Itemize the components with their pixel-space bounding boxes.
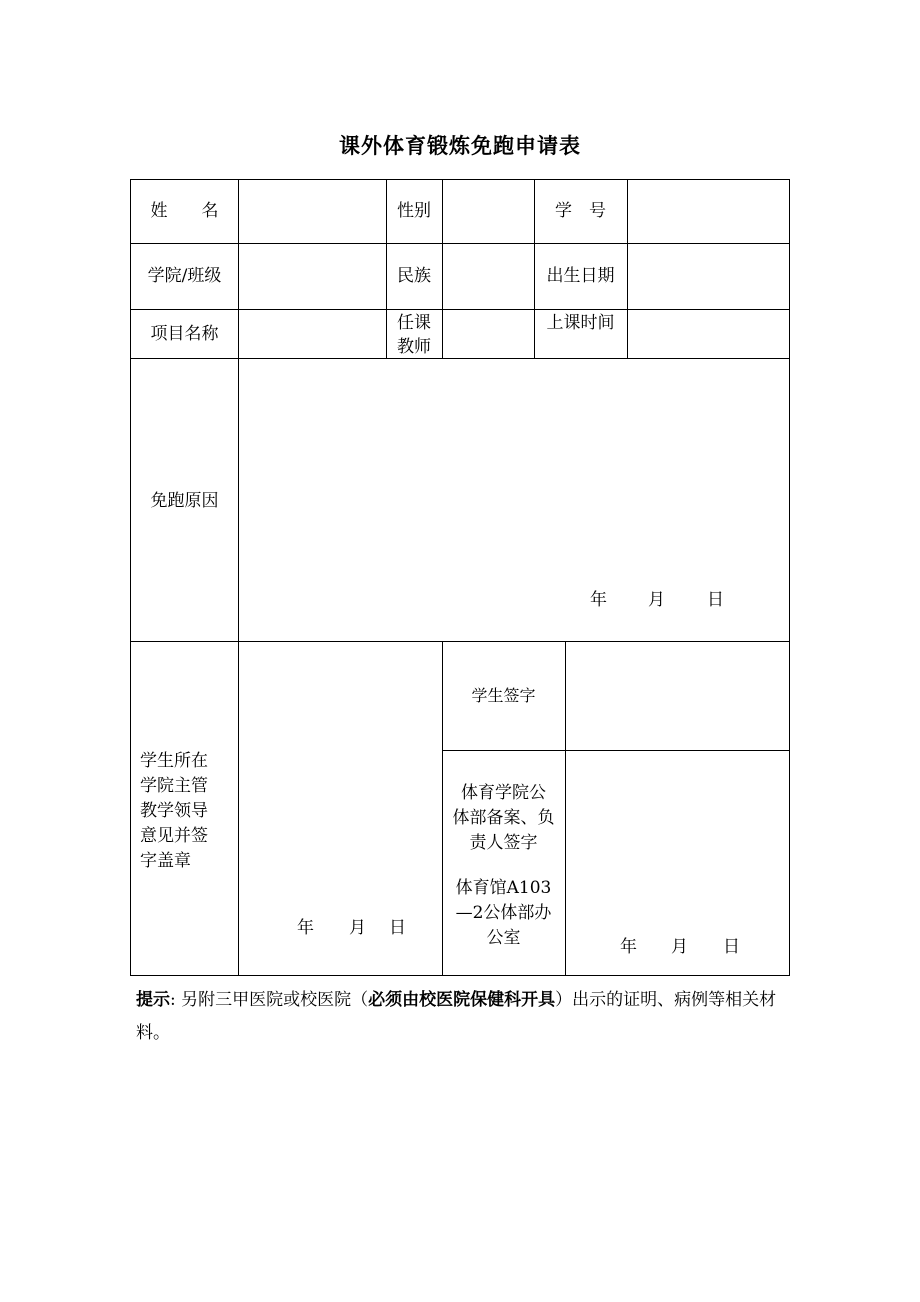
class-time-label: 上课时间 <box>546 313 615 333</box>
row-divider <box>131 358 789 359</box>
reason-label: 免跑原因 <box>150 491 219 511</box>
row-divider <box>131 309 789 310</box>
note-prefix: 提示 <box>136 990 170 1010</box>
name-label: 姓 名 <box>150 201 219 221</box>
college-class-label: 学院/班级 <box>147 266 222 286</box>
note-colon: : <box>170 990 176 1010</box>
office-location-line: 公室 <box>486 928 521 948</box>
note-text-b: ）出示的证明、病例等相关材料。 <box>136 990 777 1043</box>
college-date-month: 月 <box>349 918 366 938</box>
row-divider <box>131 243 789 244</box>
college-approval-label-line: 字盖章 <box>140 851 191 871</box>
pe-signature-label-line: 责人签字 <box>469 833 538 853</box>
ethnicity-label: 民族 <box>397 266 431 286</box>
office-location-line: —2公体部办 <box>455 903 552 923</box>
note-paragraph <box>136 984 796 1050</box>
college-approval-label-line: 学院主管 <box>140 776 208 796</box>
pe-signature-label-line: 体部备案、负 <box>452 808 555 828</box>
pe-date-month: 月 <box>671 937 688 957</box>
reason-date-year: 年 <box>590 590 607 610</box>
column-divider <box>627 180 628 358</box>
teacher-label-line1: 任课 <box>397 313 431 333</box>
column-divider <box>238 180 239 975</box>
reason-date-month: 月 <box>648 590 665 610</box>
note-bold-text: 必须由校医院保健科开具 <box>368 990 556 1010</box>
college-date-year: 年 <box>297 918 314 938</box>
pe-date-year: 年 <box>620 937 637 957</box>
column-divider <box>565 641 566 975</box>
student-signature-label: 学生签字 <box>471 686 536 705</box>
page-title: 课外体育锻炼免跑申请表 <box>339 133 581 158</box>
birthdate-label: 出生日期 <box>546 266 615 286</box>
student-id-label: 学 号 <box>555 201 606 221</box>
project-label: 项目名称 <box>150 324 219 344</box>
row-divider <box>131 641 789 642</box>
pe-date-day: 日 <box>723 937 740 957</box>
college-approval-label-line: 学生所在 <box>140 751 208 771</box>
reason-date-day: 日 <box>707 590 724 610</box>
pe-signature-label-line: 体育学院公 <box>461 783 546 803</box>
college-approval-label-line: 意见并签 <box>140 826 208 846</box>
column-divider <box>442 180 443 358</box>
row-divider <box>442 750 789 751</box>
gender-label: 性别 <box>397 201 431 221</box>
office-location-line: 体育馆A103 <box>455 878 552 898</box>
teacher-label-line2: 教师 <box>397 337 431 357</box>
note-text-a: 另附三甲医院或校医院（ <box>181 990 369 1010</box>
college-date-day: 日 <box>389 918 406 938</box>
application-form-table <box>130 179 790 976</box>
college-approval-label-line: 教学领导 <box>140 801 208 821</box>
